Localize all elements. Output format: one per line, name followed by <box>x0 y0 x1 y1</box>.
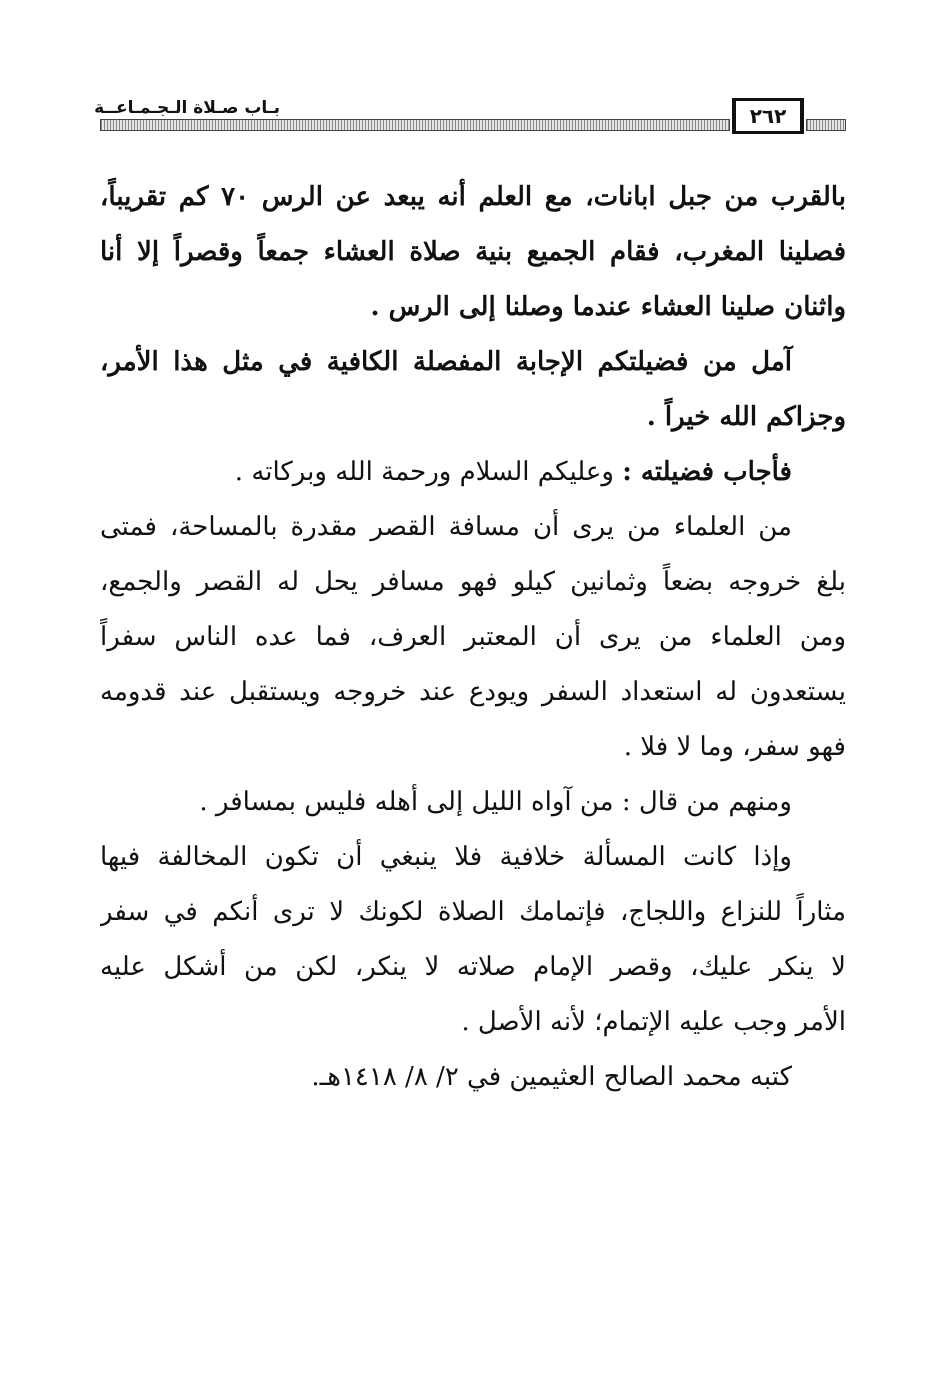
answer-opening <box>100 445 846 500</box>
page-header <box>94 92 846 142</box>
question-line: آمل من فضيلتكم الإجابة المفصلة الكافية في مثل هذا الأمر، <box>100 347 792 377</box>
answer-line: ومنهم من قال : من آواه الليل إلى أهله فليس بمسافر . <box>199 787 792 817</box>
page-number: ٢٦٢ <box>732 98 804 134</box>
question-line: واثنان صلينا العشاء عندما وصلنا إلى الرس . <box>370 292 846 322</box>
header-ornament-bar-right <box>806 119 846 131</box>
answer-lead: فأجاب فضيلته : <box>622 457 792 487</box>
question-line: فصلينا المغرب، فقام الجميع بنية صلاة العشاء جمعاً وقصراً إلا أنا <box>100 237 846 267</box>
answer-line: فهو سفر، وما لا فلا . <box>623 732 846 762</box>
answer-line: بلغ خروجه بضعاً وثمانين كيلو فهو مسافر يحل له القصر والجمع، <box>100 567 846 597</box>
answer-line: الأمر وجب عليه الإتمام؛ لأنه الأصل . <box>461 1007 846 1037</box>
answer-line: مثاراً للنزاع واللجاج، فإتمامك الصلاة لكونك لا ترى أنكم في سفر <box>100 897 846 927</box>
answer-line: لا ينكر عليك، وقصر الإمام صلاته لا ينكر، لكن من أشكل عليه <box>100 952 846 982</box>
header-ornament-bar-left <box>100 119 730 131</box>
chapter-title: بـاب صـلاة الـجـمـاعــة <box>94 98 280 118</box>
question-line: وجزاكم الله خيراً . <box>646 402 846 432</box>
answer-line: يستعدون له استعداد السفر ويودع عند خروجه ويستقبل عند قدومه <box>100 677 846 707</box>
answer-line: من العلماء من يرى أن مسافة القصر مقدرة بالمساحة، فمتى <box>100 512 792 542</box>
answer-line: وإذا كانت المسألة خلافية فلا ينبغي أن تكون المخالفة فيها <box>100 842 792 872</box>
answer-greeting: وعليكم السلام ورحمة الله وبركاته . <box>234 457 614 487</box>
answer-line: ومن العلماء من يرى أن المعتبر العرف، فما عده الناس سفراً <box>100 622 846 652</box>
signature: كتبه محمد الصالح العثيمين في ٢/ ٨/ ١٤١٨هـ. <box>311 1062 792 1092</box>
page-body <box>100 170 846 1105</box>
question-line: بالقرب من جبل ابانات، مع العلم أنه يبعد عن الرس ٧٠ كم تقريباً، <box>100 182 846 212</box>
